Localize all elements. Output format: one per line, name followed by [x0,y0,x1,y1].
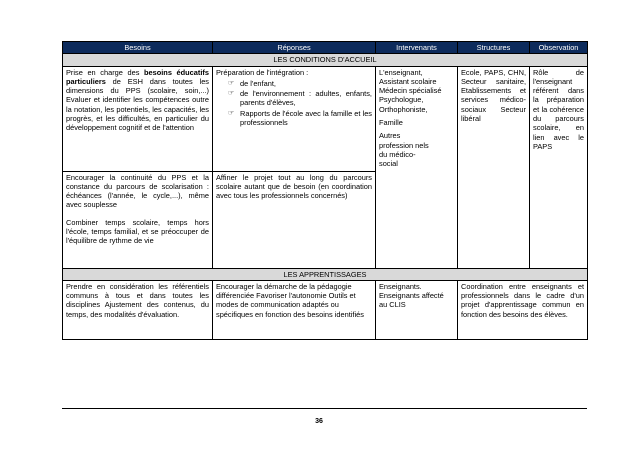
header-observation: Observation [530,42,588,54]
observation-text: Rôle de l'enseignant référent dans la préparation et la cohérence du parcours scolaire, en lien avec le PAPS [533,67,584,151]
section-row-apprentissages [63,268,588,280]
table-row [63,280,588,339]
cell-apprentissages-structures [458,280,588,339]
intervenant-item: Autres profession nels du médico-social [379,131,429,169]
besoins-2a: Encourager la continuité du PPS et la constance du parcours de scolarisation : échéances (l'année, le cycle,...), même avec souplesse [66,172,209,210]
table-row [63,66,588,171]
cell-structures [458,66,530,268]
besoins-1-post: de ESH dans toutes les dimensions du PPS (scolaire, soin,...) Evaluer et identifier les compétences outre la notation, les potentiels, les capacités, les progrès, et les difficultés, en particulier du développement cognitif et de l'attention [66,76,209,133]
intervenant-item: Médecin spécialisé [379,86,442,96]
section-row-accueil [63,54,588,66]
pointing-hand-icon: ☞ [228,109,235,117]
reponses-1-intro: Préparation de l'intégration : [216,67,309,77]
header-reponses: Réponses [213,42,376,54]
cell-besoins-1 [63,66,213,171]
apprentissages-reponses-text: Encourager la démarche de la pédagogie différenciée Favoriser l'autonomie Outils et modes de communication adaptés ou spécifiques en fonction des besoins identifiés [216,281,364,319]
header-structures: Structures [458,42,530,54]
reponses-1-list [216,79,372,127]
apprentissages-structures-text: Coordination entre enseignants et professionnels dans le cadre d'un projet d'apprentissage commun en fonction des besoins des élèves. [461,281,584,319]
header-row [63,42,588,54]
cell-reponses-1 [213,66,376,171]
structures-text: Ecole, PAPS, CHN, Secteur sanitaire, Etablissements et services médico-sociaux Secteur libéral [461,67,526,124]
cell-apprentissages-besoins [63,280,213,339]
section-title-apprentissages: LES APPRENTISSAGES [63,268,588,280]
besoins-2b: Combiner temps scolaire, temps hors l'école, temps familial, et se préoccuper de l'équilibre de rythme de vie [66,217,209,246]
intervenant-item: Orthophoniste, [379,104,428,114]
reponses-2-text: Affiner le projet tout au long du parcours scolaire autant que de besoin (en coordination avec tous les professionnels concernés) [216,172,372,201]
cell-reponses-2 [213,171,376,268]
conditions-table [62,41,588,340]
apprentissages-intervenants-text: Enseignants. Enseignants affecté au CLIS [379,281,444,310]
page-divider [62,408,587,409]
cell-observation [530,66,588,268]
intervenant-item: Psychologue, [379,95,424,105]
pointing-hand-icon: ☞ [228,90,235,98]
pointing-hand-icon: ☞ [228,79,235,87]
besoins-1-pre: Prise en charge des [66,67,144,77]
cell-apprentissages-intervenants [376,280,458,339]
page-number: 36 [315,418,323,425]
list-item: ☞ de l'environnement : adultes, enfants, parents d'élèves, [228,89,372,108]
intervenant-item: Famille [379,118,403,128]
cell-besoins-2 [63,171,213,268]
cell-intervenants [376,66,458,268]
cell-apprentissages-reponses [213,280,376,339]
header-intervenants: Intervenants [376,42,458,54]
section-title-accueil: LES CONDITIONS D'ACCUEIL [63,54,588,66]
list-item: ☞ Rapports de l'école avec la famille et les professionnels [228,108,372,128]
apprentissages-besoins-text: Prendre en considération les référentiels communs à tous et dans toutes les disciplines Ajustement des contenus, du temps, des modalités d'évaluation. [66,281,209,319]
list-item: ☞ de l'enfant, [228,78,276,88]
besoins-1-bold: besoins éducatifs particuliers [66,67,209,86]
header-besoins: Besoins [63,42,213,54]
intervenant-item: L'enseignant, [379,67,423,77]
intervenant-item: Assistant scolaire [379,76,437,86]
